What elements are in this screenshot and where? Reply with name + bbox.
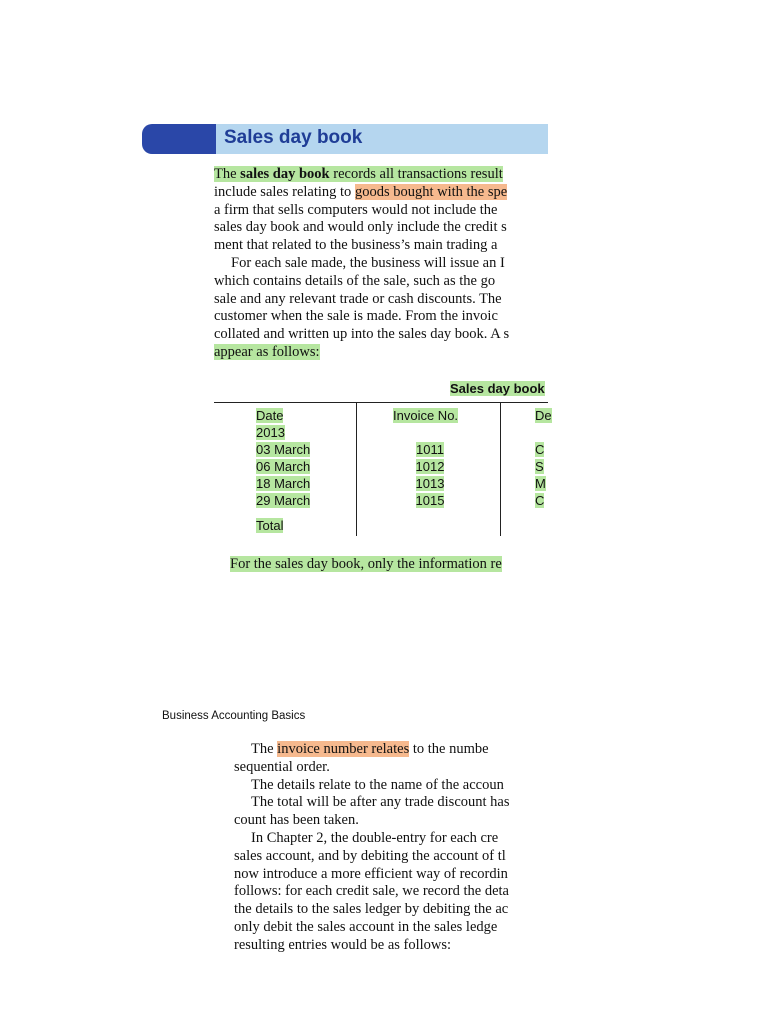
highlight-goods: goods bought with the spe [354,183,508,200]
page2-line-9: follows: for each credit sale, we record the deta [234,883,509,900]
row-4-date: 29 March [256,493,311,508]
row-1-date: 03 March [256,442,311,457]
intro-line-6: For each sale made, the business will issue an I [231,254,505,271]
table-year: 2013 [256,425,285,440]
note-text: For the sales day book, only the information re [230,556,502,572]
row-2-invoice: 1012 [415,459,445,474]
intro-line-5: ment that related to the business’s main trading a [214,237,498,254]
page2-line-6: In Chapter 2, the double-entry for each cre [251,829,499,846]
page2-line-11: only debit the sales account in the sales ledge [234,918,498,935]
row-3-details: M [535,476,546,491]
intro-line-8: sale and any relevant trade or cash discounts. The [214,290,502,307]
row-2-date: 06 March [256,459,311,474]
page2-line-4: The total will be after any trade discount has [251,794,510,811]
row-3-date: 18 March [256,476,311,491]
table-total-label: Total [256,518,284,533]
page2-line-10: the details to the sales ledger by debiting the ac [234,901,509,918]
intro-line-3: a firm that sells computers would not include the [214,201,498,218]
intro-line-7: which contains details of the sale, such as the go [214,272,496,289]
page2-line-2: sequential order. [234,758,330,775]
table-header-rule [214,402,548,403]
intro-line-2: include sales relating to [214,183,355,200]
header-details: De [535,408,552,423]
intro-line-4: sales day book and would only include the credit s [214,219,507,236]
intro-line-1: The sales day book records all transactions result [214,166,503,182]
section-header-bar [216,124,548,154]
section-marker [142,124,220,154]
row-1-details: C [535,442,545,457]
page2-line-8: now introduce a more efficient way of recordin [234,865,508,882]
page2-line-7: sales account, and by debiting the account of tl [234,847,506,864]
page2-line-3: The details relate to the name of the accoun [251,776,504,793]
table-column-divider-1 [356,402,357,536]
page2-line-1: The [251,741,278,757]
row-4-invoice: 1015 [415,493,445,508]
table-caption: Sales day book [450,381,545,396]
table-column-divider-2 [500,402,501,536]
highlight-invoice-number: invoice number relates [277,741,410,757]
row-1-invoice: 1011 [416,442,444,457]
intro-line-11: appear as follows: [214,343,320,360]
intro-line-10: collated and written up into the sales day book. A s [214,326,510,343]
intro-text [214,166,548,362]
row-2-details: S [535,459,544,474]
page2-line-12: resulting entries would be as follows: [234,936,452,953]
page2-line-5: count has been taken. [234,812,359,829]
page2-text: The invoice number relates to the numbe sequential order. The details relate to the name of the accoun The total will be after any trade discount has count has been taken. In Chapter 2, the double-entry for each cre sales account, and by debiting the account of tl now introduce a more efficient way of recordin follows: for each credit sale, we record the deta the details to the sales ledger by debiting the ac only debit the sales account in the sales ledge resulting entries would be as follows: [234,741,548,955]
row-4-details: C [535,493,545,508]
book-title-running-head: Business Accounting Basics [162,710,306,722]
row-3-invoice: 1013 [415,476,445,491]
intro-line-9: customer when the sale is made. From the invoic [214,308,498,325]
header-invoice: Invoice No. [393,408,459,423]
page-title: Sales day book [224,127,363,148]
header-date: Date [256,408,284,423]
